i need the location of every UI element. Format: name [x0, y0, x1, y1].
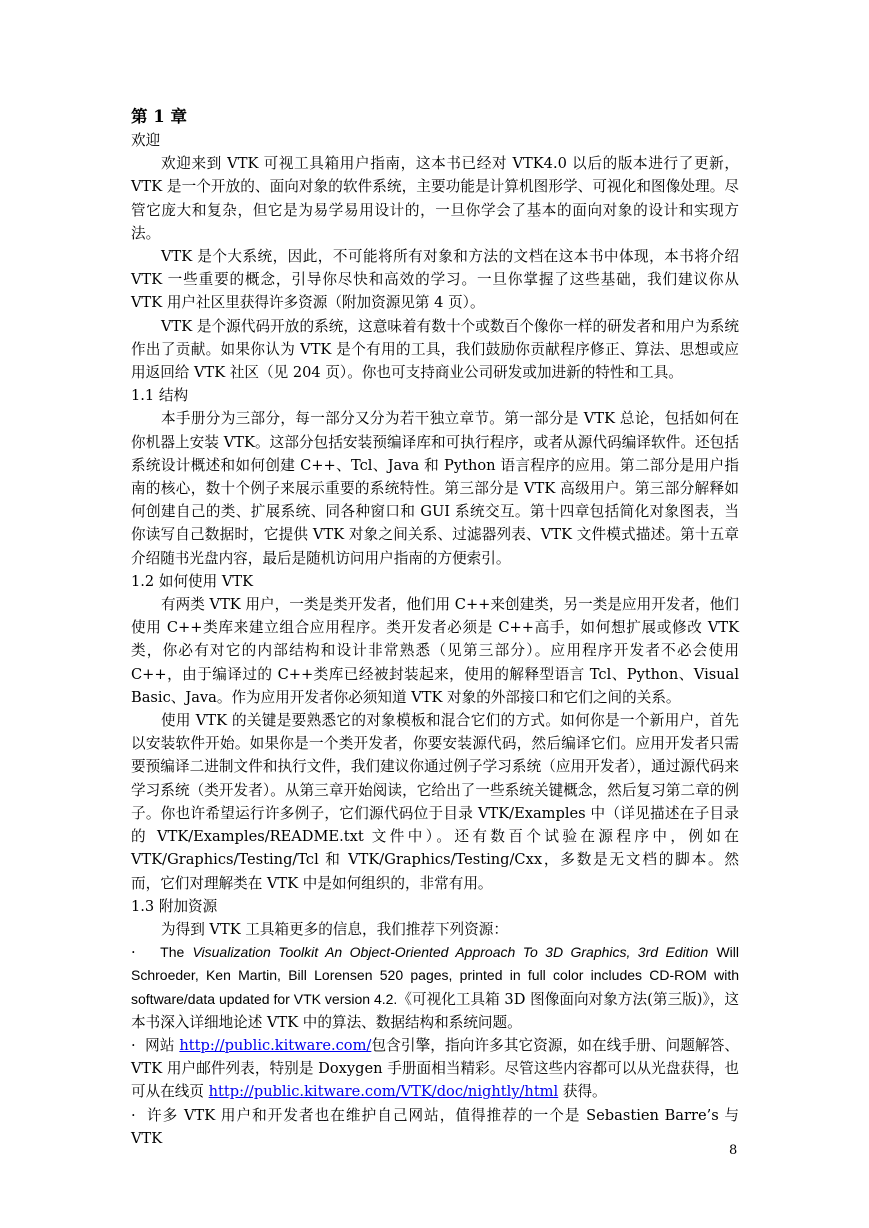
bullet-marker: · [131, 944, 136, 962]
book-description: 《可视化工具箱 3D 图像面向对象方法(第三版)》，这本书深入详细地论述 VTK 中的算法、数据结构和系统问题。 [131, 990, 739, 1031]
section-1-3-heading: 1.3 附加资源 [131, 897, 218, 915]
intro-paragraph-3: VTK 是个源代码开放的系统，这意味着有数十个或数百个像你一样的研发者和用户为系统作出了贡献。如果你认为 VTK 是个有用的工具，我们鼓励你贡献程序修正、算法、思想或应用返回给 VTK 社区（见 204 页）。你也可支持商业公司研发或加进新的特性和工具。 [131, 317, 739, 382]
book-title: Visualization Toolkit An Object-Oriented Approach To 3D Graphics, 3rd Edition [192, 944, 709, 961]
vtk-doc-link[interactable]: http://public.kitware.com/VTK/doc/nightly/html [208, 1083, 559, 1101]
website-description: 包含引擎，指向许多其它资源，如在线手册、问题解答、VTK 用户邮件列表，特别是 Doxygen 手册面相当精彩。尽管这些内容都可以从光盘获得，也可从在线页 [131, 1036, 740, 1101]
resource-bullet-book [131, 941, 739, 1034]
website-post: 获得。 [562, 1083, 607, 1101]
resource-bullet-website [131, 1034, 739, 1104]
section-1-3-intro: 为得到 VTK 工具箱更多的信息，我们推荐下列资源： [161, 920, 508, 938]
section-1-2-paragraph-1: 有两类 VTK 用户，一类是类开发者，他们用 C++来创建类，另一类是应用开发者，他们使用 C++类库来建立组合应用程序。类开发者必须是 C++高手，如何想扩展或修改 VTK 类，你必有对它的内部结构和设计非常熟悉（见第三部分）。应用程序开发者不必会使用 C++，由于编译过的 C++类库已经被封装起来，使用的解释型语言 Tcl、Python、Visual Basic、Java。作为应用开发者你必须知道 VTK 对象的外部接口和它们之间的关系。 [131, 596, 739, 706]
website-pre: 网站 [145, 1036, 175, 1054]
page-content [131, 104, 739, 1150]
intro-paragraph-1: 欢迎来到 VTK 可视工具箱用户指南，这本书已经对 VTK4.0 以后的版本进行了更新，VTK 是一个开放的、面向对象的软件系统，主要功能是计算机图形学、可视化和图像处理。尽管它庞大和复杂，但它是为易学易用设计的，一旦你学会了基本的面向对象的设计和实现方法。 [131, 155, 739, 242]
book-details: Will Schroeder, Ken Martin, Bill Lorensen 520 pages, printed in full color includes CD-ROM with software/data updated for VTK version 4.2. [131, 944, 739, 1007]
page-number: 8 [729, 1143, 738, 1158]
resource-bullet-user-sites [131, 1104, 739, 1150]
section-1-1-paragraph: 本手册分为三部分，每一部分又分为若干独立章节。第一部分是 VTK 总论，包括如何在你机器上安装 VTK。这部分包括安装预编译库和可执行程序，或者从源代码编译软件。还包括系统设计概述和如何创建 C++、Tcl、Java 和 Python 语言程序的应用。第二部分是用户指南的核心，数十个例子来展示重要的系统特性。第三部分是 VTK 高级用户。第三部分解释如何创建自己的类、扩展系统、同各种窗口和 GUI 系统交互。第十四章包括简化对象图表，当你读写自己数据时，它提供 VTK 对象之间关系、过滤器列表、VTK 文件模式描述。第十五章介绍随书光盘内容，最后是随机访问用户指南的方便索引。 [131, 410, 739, 567]
bullet-marker: · [131, 1036, 136, 1054]
intro-paragraph-2: VTK 是个大系统，因此，不可能将所有对象和方法的文档在这本书中体现，本书将介绍 VTK 一些重要的概念，引导你尽快和高效的学习。一旦你掌握了这些基础，我们建议你从 VTK 用户社区里获得许多资源（附加资源见第 4 页）。 [131, 248, 739, 312]
kitware-link[interactable]: http://public.kitware.com/ [179, 1036, 372, 1054]
section-1-2-heading: 1.2 如何使用 VTK [131, 572, 254, 590]
user-sites-text: 许多 VTK 用户和开发者也在维护自己网站，值得推荐的一个是 Sebastien Barre’s 与 VTK [131, 1106, 740, 1147]
chapter-title: 第 1 章 [131, 107, 187, 126]
book-the: The [160, 944, 185, 961]
section-1-1-heading: 1.1 结构 [131, 387, 189, 405]
bullet-marker: · [131, 1106, 136, 1124]
welcome-heading: 欢迎 [131, 132, 161, 149]
section-1-2-paragraph-2: 使用 VTK 的关键是要熟悉它的对象模板和混合它们的方式。如何你是一个新用户，首先以安装软件开始。如果你是一个类开发者，你要安装源代码，然后编译它们。应用开发者只需要预编译二进制文件和执行文件，我们建议你通过例子学习系统（应用开发者），通过源代码来学习系统（类开发者）。从第三章开始阅读，它给出了一些系统关键概念，然后复习第二章的例子。你也许希望运行许多例子，它们源代码位于目录 VTK/Examples 中（详见描述在子目录的 VTK/Examples/README.txt 文件中）。还有数百个试验在源程序中，例如在 VTK/Graphics/Testing/Tcl 和 VTK/Graphics/Testing/Cxx，多数是无文档的脚本。然而，它们对理解类在 VTK 中是如何组织的，非常有用。 [131, 712, 739, 892]
